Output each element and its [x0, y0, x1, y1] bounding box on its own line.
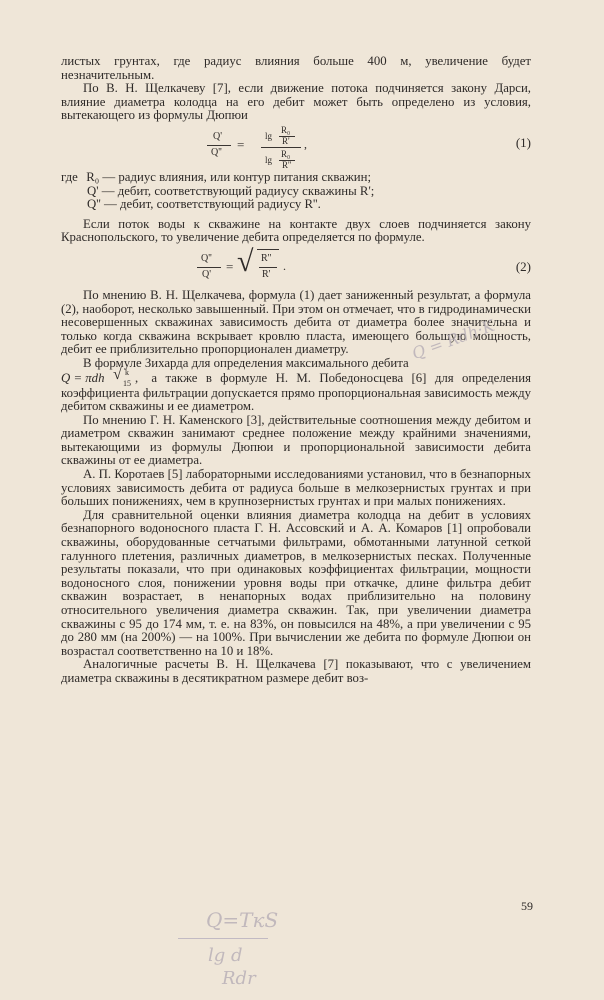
equation-number: (2) [515, 258, 531, 274]
paragraph: Для сравнительной оценки влияния диаметра колодца на дебит в условиях безнапорного водоносного пласта Г. Н. Ассовский и А. А. Комаров [1] опробовали скважины, оборудованные сетчатыми фильтрами, обмотанными латунной сеткой галунного плетения, различных диаметров, в мелкозернистых песках. Полученные результаты показали, что при одинаковых коэффициентах фильтрации, мощности водоносного слоя, понижении уровня воды при откачке, длине фильтра дебит скважин возрастает, в ненапорных водах приблизительно на половину относительного увеличения диаметра скважин. Так, при увеличении диаметра скважины с 95 до 174 мм, т. е. на 83%, он повысился на 48%, а при увеличении с 95 до 280 мм (на 200%) — на 100%. При вычислении же дебита по формуле Дюпюи он возрастал соответственно на 10 и 18%. [61, 507, 531, 658]
radicand-num: k [125, 367, 129, 377]
variable-legend [61, 171, 531, 212]
radical-bar [257, 249, 279, 250]
comma: , [304, 136, 307, 151]
paragraph: Если поток воды к скважине на контакте двух слоев подчиняется закону Краснопольского, то увеличение дебита определяется по формуле. [61, 216, 531, 245]
sichard-expr: Q = πdh [61, 370, 105, 385]
pencil-note: Q=ТкS [206, 908, 279, 932]
formula-1-lhs-num: Q' [213, 130, 223, 142]
radical-sign: √ [113, 365, 122, 383]
formula-2-lhs-num: Q'' [201, 252, 212, 264]
legend-line: Q'' — дебит, соответствующий радиусу R''. [87, 197, 321, 212]
radical-sign: √ [237, 244, 254, 278]
fraction-bar [261, 147, 301, 148]
r2-symbol: R'' [282, 159, 292, 170]
paragraph: листых грунтах, где радиус влияния больше 400 м, увеличение будет незначительным. [61, 54, 531, 82]
r0-symbol: R₀ [281, 124, 291, 135]
equals-sign: = [226, 258, 234, 274]
pencil-note: lg d [208, 945, 243, 966]
comma: , [135, 370, 139, 385]
sichard-formula [61, 365, 143, 388]
paragraph: В формуле Зихарда для определения максимального дебита [83, 355, 409, 370]
legend-line: R₀ — радиус влияния, или контур питания скважин; [86, 169, 372, 184]
paragraph: По мнению В. Н. Щелкачева, формула (1) дает заниженный результат, а формула (2), наоборот, несколько завышенный. При этом он отмечает, что в гидродинамически несовершенных скважинах зависимость дебита от диаметра более значительна и только когда скважина вскрывает кровлю пласта, имеющего большую мощность, дебит ее приблизительно пропорционален диаметру. [61, 287, 531, 357]
where-label: где [61, 169, 78, 184]
r1-symbol: R' [282, 135, 290, 146]
equals-sign: = [237, 136, 245, 152]
pencil-line [178, 938, 268, 939]
fraction-bar [197, 267, 221, 268]
paragraph: Аналогичные расчеты В. Н. Щелкачева [7] показывают, что с увеличением диаметра скважины в десятикратном размере дебит воз- [61, 657, 531, 685]
paragraph-text: а также в формуле Н. М. Победоносцева [6] для определения коэффициента фильтрации допускается прямо пропорциональная зависимость между дебитом скважины и ее диаметром. [61, 370, 532, 414]
paragraph: По мнению Г. Н. Каменского [3], действительные соотношения между дебитом и диаметром скважин занимают среднее положение между крайними значениями, вытекающими из формулы Дюпюи и пропорциональной зависимости дебита скважины от ее диаметра. [61, 412, 531, 468]
text-column [61, 55, 531, 686]
period: . [283, 258, 286, 273]
radicand-den: R' [262, 268, 271, 280]
radicand-den: 15 [123, 378, 131, 388]
radicand-num: R'' [261, 252, 272, 264]
fraction-bar [207, 145, 231, 146]
paragraph: А. П. Коротаев [5] лабораторными исследованиями установил, что в безнапорных условиях зависимость дебита от радиуса больше в мелкозернистых грунтах и при больших понижениях, чем в крупнозернистых грунтах и при малых понижениях. [61, 467, 531, 509]
paragraph [61, 365, 532, 414]
lg-label: lg [265, 154, 273, 165]
legend-line: Q' — дебит, соответствующий радиусу скважины R'; [87, 183, 375, 198]
r0-symbol: R₀ [281, 148, 291, 159]
page-number: 59 [521, 899, 533, 913]
equation-number: (1) [515, 134, 531, 150]
formula-1 [61, 125, 531, 171]
fraction-bar [259, 267, 277, 268]
pencil-note: Q = Rdh·K [409, 315, 497, 364]
paragraph: По В. Н. Щелкачеву [7], если движение потока подчиняется закону Дарси, влияние диаметра колодца на его дебит может быть определено из условия, вытекающего из формулы Дюпюи [61, 81, 531, 123]
formula-2 [61, 245, 531, 289]
formula-1-lhs-den: Q'' [211, 146, 222, 158]
pencil-note: Rdr [222, 968, 256, 989]
formula-2-lhs-den: Q' [202, 268, 212, 280]
lg-label: lg [265, 130, 273, 141]
